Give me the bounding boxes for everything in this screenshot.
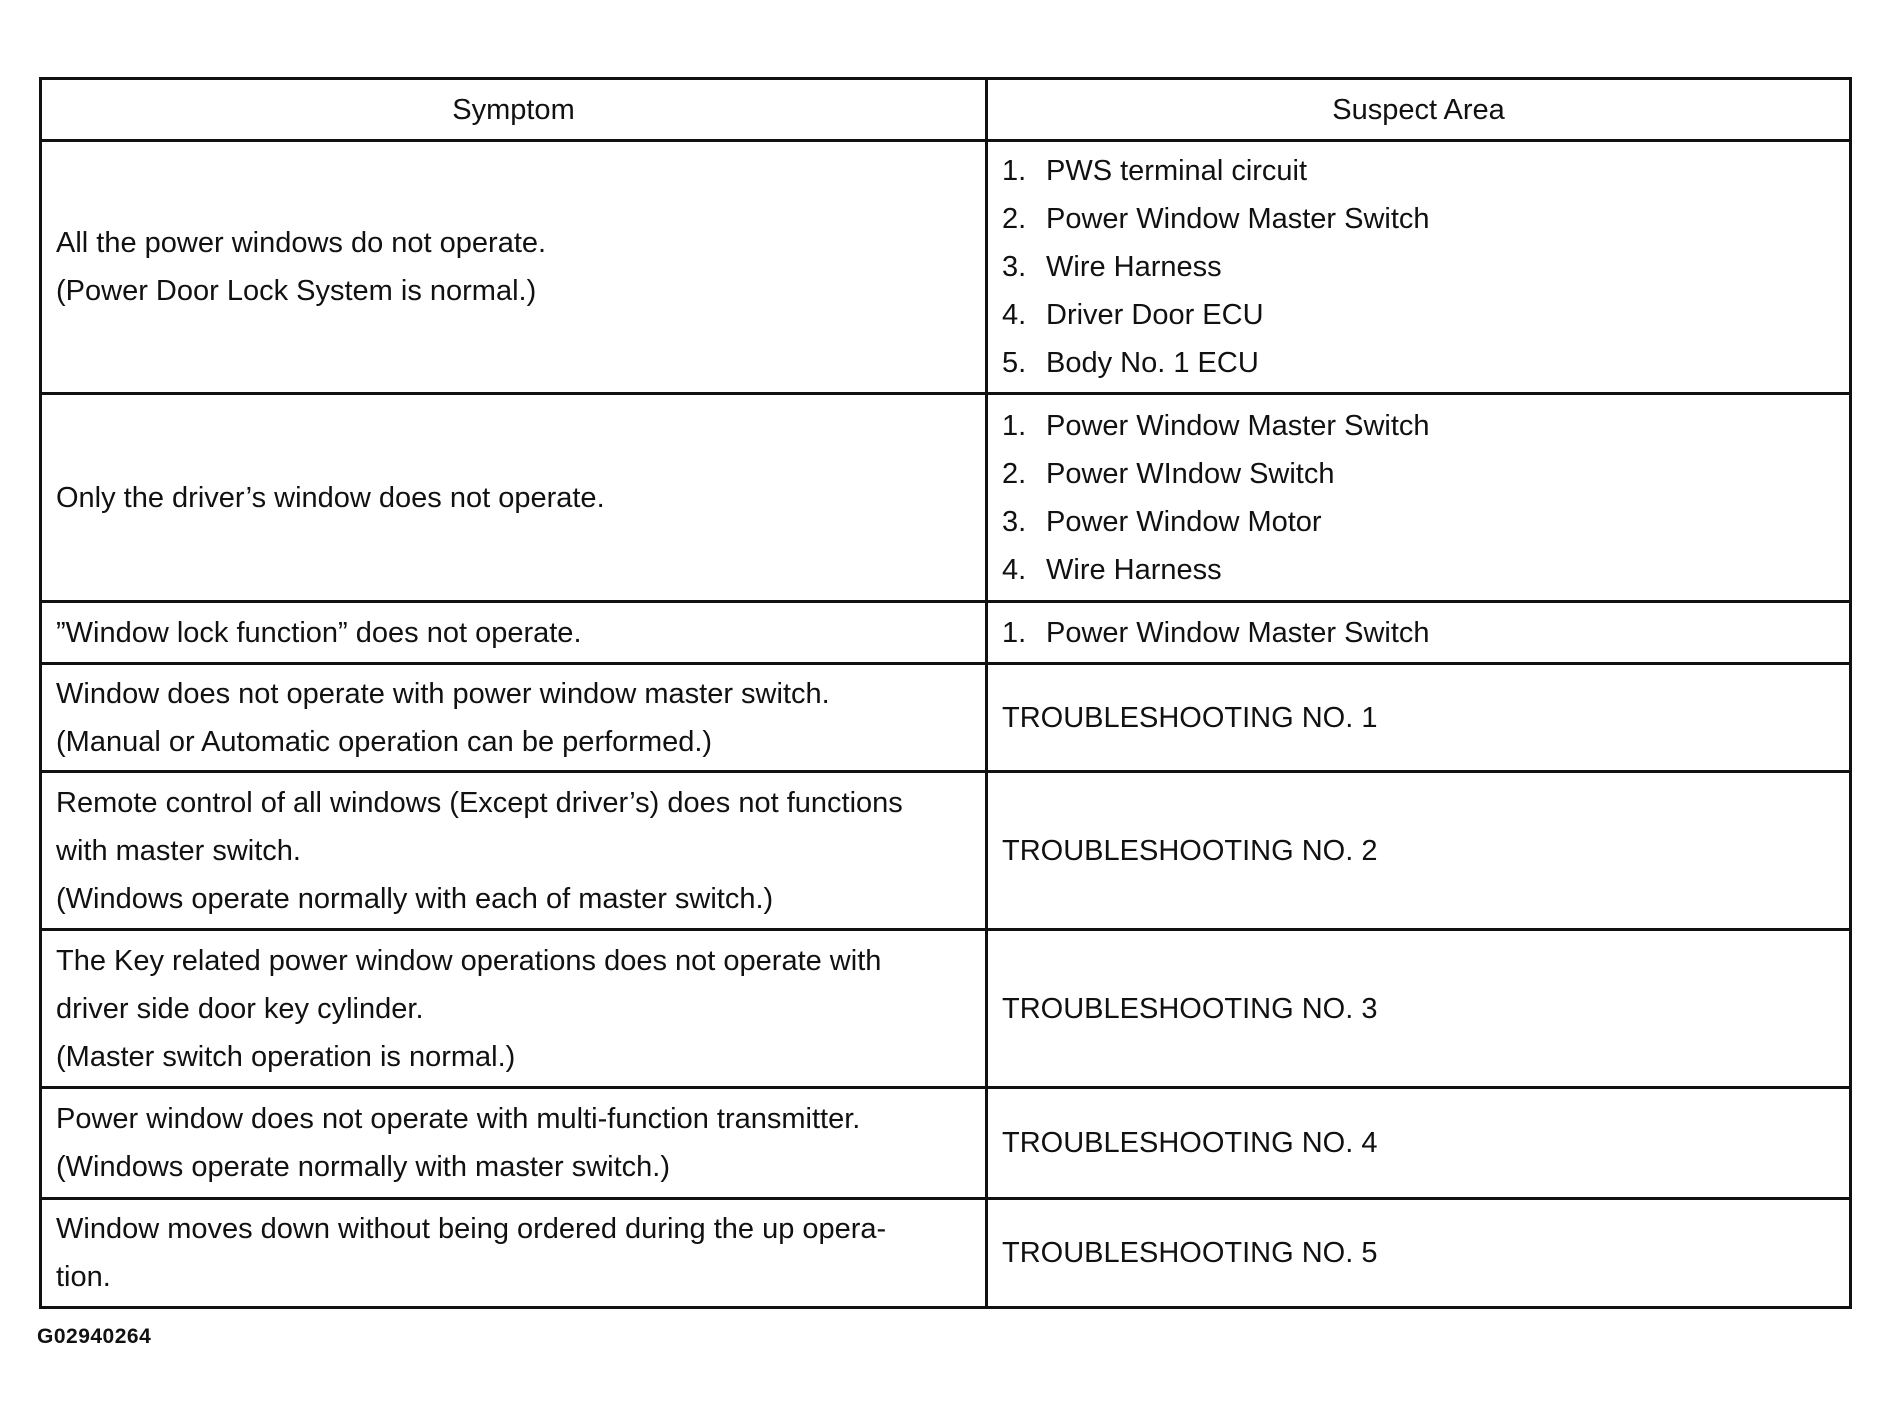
suspect-item <box>1002 147 1835 195</box>
item-number: 2. <box>1002 203 1027 235</box>
symptom-cell <box>41 1199 987 1308</box>
symptom-cell <box>41 930 987 1088</box>
item-text: Power WIndow Switch <box>1046 457 1335 490</box>
table-row <box>41 930 1851 1088</box>
suspect-item <box>1002 402 1835 450</box>
suspect-item <box>1002 243 1835 291</box>
item-number: 3. <box>1002 251 1027 283</box>
symptom-line: (Windows operate normally with each of master switch.) <box>56 882 774 915</box>
item-number: 4. <box>1002 553 1027 586</box>
item-text: Power Window Master Switch <box>1046 409 1430 442</box>
symptom-line: Power window does not operate with multi-function transmitter. <box>56 1103 861 1135</box>
symptom-line: Window does not operate with power window master switch. <box>56 677 830 710</box>
item-number: 3. <box>1002 505 1027 538</box>
item-number: 4. <box>1002 299 1027 331</box>
symptom-line: Only the driver’s window does not operate. <box>56 481 605 514</box>
table-row <box>41 772 1851 930</box>
table-row <box>41 664 1851 772</box>
header-row <box>41 79 1851 141</box>
troubleshooting-table <box>39 77 1852 1309</box>
symptom-line: tion. <box>56 1261 111 1293</box>
symptom-cell <box>41 394 987 602</box>
symptom-line: (Windows operate normally with master switch.) <box>56 1151 671 1183</box>
suspect-item <box>1002 546 1835 594</box>
symptom-line: driver side door key cylinder. <box>56 992 424 1025</box>
symptom-line: with master switch. <box>56 834 301 867</box>
suspect-item <box>1002 291 1835 339</box>
table-row <box>41 1199 1851 1308</box>
figure-code: G02940264 <box>37 1325 152 1348</box>
table-row <box>41 602 1851 664</box>
item-text: Power Window Motor <box>1046 505 1322 538</box>
symptom-line: All the power windows do not operate. <box>56 227 547 259</box>
table-row <box>41 1088 1851 1199</box>
suspect-cell <box>987 394 1851 602</box>
symptom-line: Window moves down without being ordered during the up opera- <box>56 1213 887 1245</box>
item-text: Power Window Master Switch <box>1046 203 1430 235</box>
suspect-item <box>1002 339 1835 387</box>
table-row <box>41 394 1851 602</box>
symptom-line: The Key related power window operations does not operate with <box>56 944 882 977</box>
suspect-item <box>1002 450 1835 498</box>
symptom-line: (Master switch operation is normal.) <box>56 1040 516 1073</box>
item-text: Driver Door ECU <box>1046 299 1264 331</box>
suspect-item: TROUBLESHOOTING NO. 3 <box>1002 992 1378 1025</box>
symptom-cell <box>41 602 987 664</box>
suspect-cell <box>987 930 1851 1088</box>
suspect-cell <box>987 664 1851 772</box>
suspect-cell <box>987 141 1851 394</box>
item-text: Wire Harness <box>1046 251 1222 283</box>
suspect-item <box>1002 609 1835 657</box>
suspect-item: TROUBLESHOOTING NO. 1 <box>1002 701 1378 734</box>
symptom-cell <box>41 772 987 930</box>
symptom-cell <box>41 664 987 772</box>
item-number: 5. <box>1002 347 1027 379</box>
symptom-line: Remote control of all windows (Except driver’s) does not functions <box>56 786 903 819</box>
symptom-line: (Power Door Lock System is normal.) <box>56 275 537 307</box>
item-text: Wire Harness <box>1046 553 1222 586</box>
item-text: Power Window Master Switch <box>1046 616 1430 649</box>
suspect-cell <box>987 1088 1851 1199</box>
suspect-item <box>1002 195 1835 243</box>
suspect-cell <box>987 1199 1851 1308</box>
table-row <box>41 141 1851 394</box>
suspect-item <box>1002 498 1835 546</box>
item-text: Body No. 1 ECU <box>1046 347 1259 379</box>
table-body <box>41 141 1851 1308</box>
suspect-cell <box>987 772 1851 930</box>
suspect-item: TROUBLESHOOTING NO. 2 <box>1002 834 1378 867</box>
item-text: PWS terminal circuit <box>1046 155 1308 187</box>
symptom-line: (Manual or Automatic operation can be performed.) <box>56 725 713 758</box>
suspect-item: TROUBLESHOOTING NO. 4 <box>1002 1127 1378 1159</box>
suspect-item: TROUBLESHOOTING NO. 5 <box>1002 1237 1378 1269</box>
suspect-cell <box>987 602 1851 664</box>
item-number: 1. <box>1002 155 1027 187</box>
symptom-line: ”Window lock function” does not operate. <box>56 616 582 649</box>
symptom-cell <box>41 1088 987 1199</box>
symptom-header: Symptom <box>41 79 987 141</box>
item-number: 1. <box>1002 409 1027 442</box>
item-number: 1. <box>1002 616 1027 649</box>
suspect-area-header: Suspect Area <box>987 79 1851 141</box>
item-number: 2. <box>1002 457 1027 490</box>
symptom-cell <box>41 141 987 394</box>
